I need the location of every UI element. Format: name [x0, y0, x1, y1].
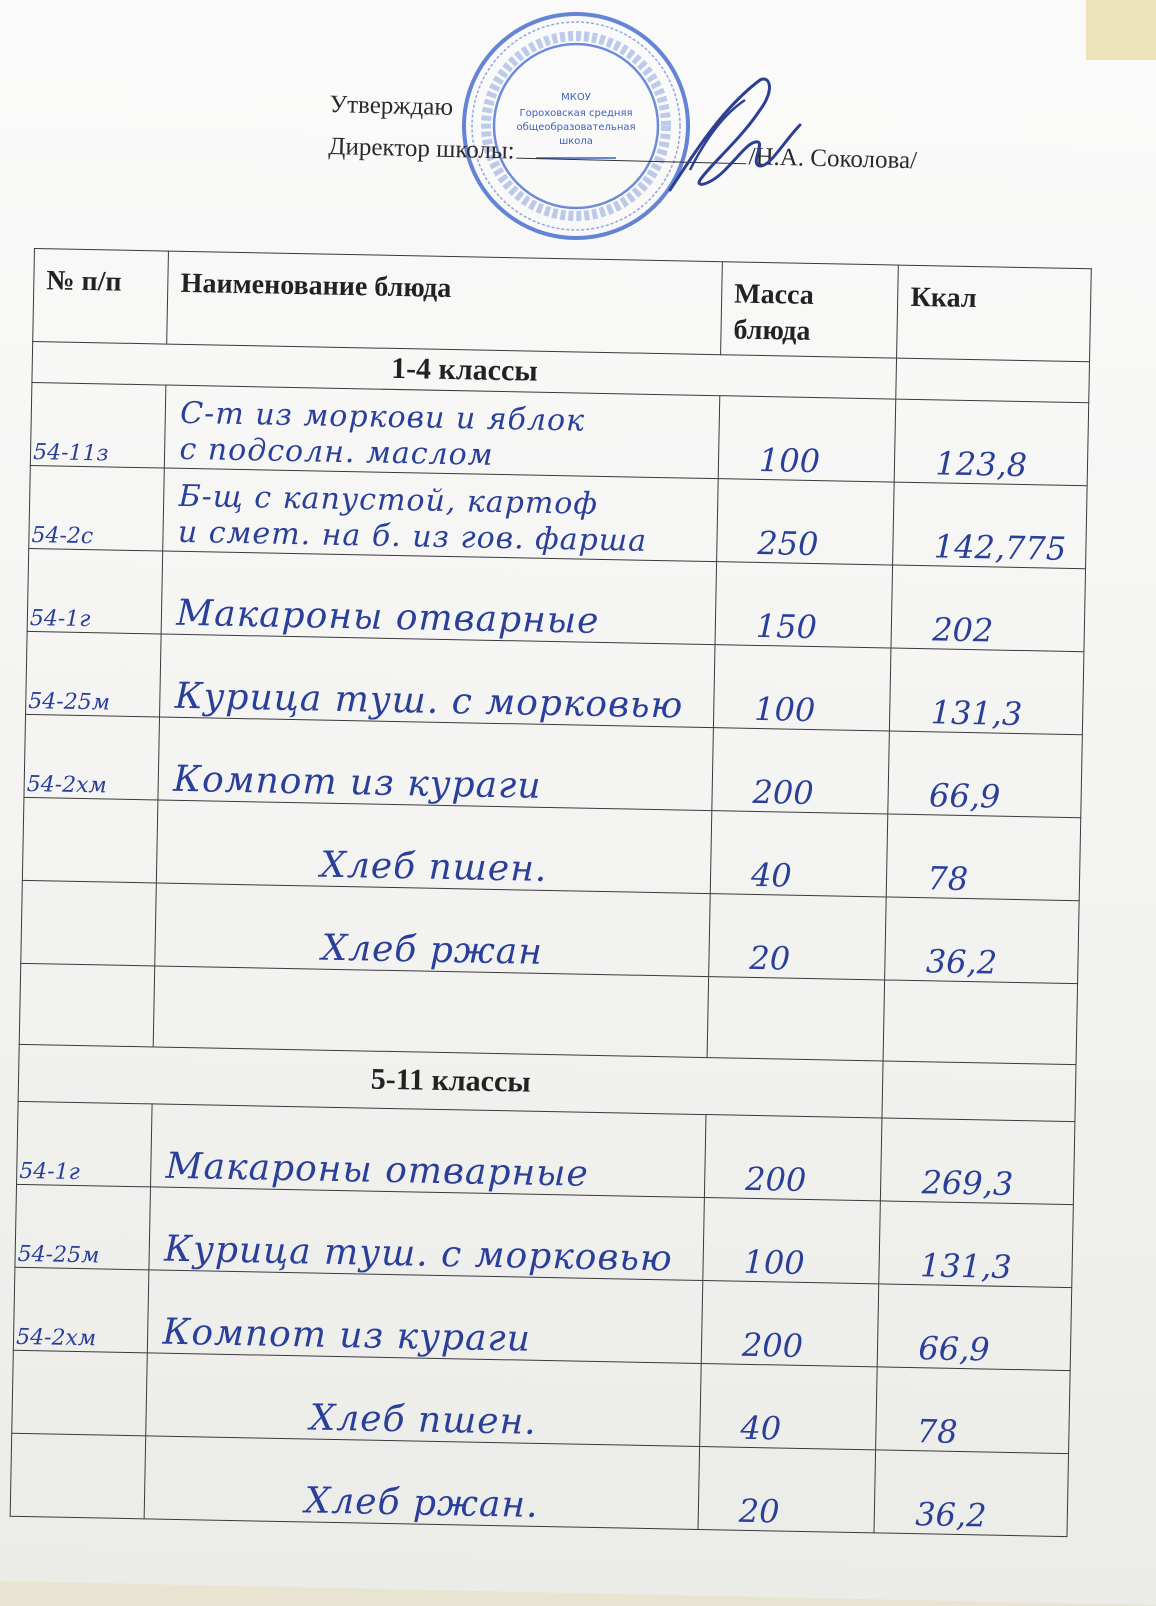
col-kcal: Ккал — [897, 265, 1091, 362]
approve-label: Утверждаю — [329, 90, 454, 122]
stamp-abbr: МКОУ — [561, 92, 591, 103]
stamp-name-2: общеобразовательная — [516, 122, 636, 133]
dish-kcal: 78 — [916, 1412, 958, 1451]
dish-mass: 20 — [738, 1491, 780, 1531]
dish-name: Хлеб пшен. — [309, 1397, 538, 1443]
dish-code: 54-11з — [32, 440, 109, 467]
dish-kcal: 131,3 — [919, 1246, 1013, 1286]
stamp-name-3: школа — [559, 136, 593, 147]
stamp-name-1: Гороховская средняя — [519, 108, 633, 119]
dish-name-line2: и смет. на б. из гов. фарша — [177, 514, 648, 559]
dish-kcal: 66,9 — [928, 776, 1001, 816]
dish-kcal: 78 — [927, 859, 969, 899]
dish-mass: 250 — [757, 523, 819, 564]
dish-kcal: 36,2 — [925, 942, 998, 982]
col-mass: Масса блюда — [721, 262, 899, 358]
dish-kcal: 269,3 — [921, 1163, 1014, 1203]
dish-mass: 100 — [758, 440, 821, 481]
dish-mass: 40 — [750, 855, 793, 895]
dish-name-line1: С-т из моркови и яблок — [179, 395, 586, 439]
dish-name: Компот из кураги — [172, 758, 542, 807]
dish-code: 54-2с — [31, 523, 94, 550]
background-paper — [1086, 0, 1156, 60]
dish-name: Хлеб ржан. — [304, 1480, 539, 1526]
dish-kcal: 202 — [931, 610, 994, 650]
dish-kcal: 66,9 — [918, 1329, 991, 1369]
dish-code: 54-25м — [28, 688, 111, 716]
dish-code: 54-25м — [17, 1241, 100, 1269]
dish-mass: 200 — [744, 1159, 807, 1199]
col-dish-name: Наименование блюда — [167, 251, 722, 355]
dish-name: Хлеб пшен. — [319, 844, 548, 890]
dish-kcal: 142,775 — [933, 527, 1067, 568]
dish-mass: 200 — [741, 1325, 804, 1365]
dish-name: Курица туш. с морковью — [174, 675, 684, 727]
director-label: Директор школы: — [328, 132, 515, 165]
dish-name: Компот из кураги — [162, 1311, 532, 1360]
approval-block — [328, 84, 919, 182]
dish-mass: 100 — [743, 1242, 806, 1282]
dish-mass: 150 — [755, 606, 818, 647]
dish-kcal: 36,2 — [914, 1495, 987, 1535]
dish-code: 54-2хм — [26, 771, 108, 799]
dish-name-line2: с подсолн. маслом — [179, 431, 494, 473]
dish-name: Хлеб ржан — [321, 927, 544, 973]
dish-code: 54-2хм — [15, 1324, 97, 1352]
col-number: № п/п — [33, 249, 169, 345]
dish-name-line1: Б-щ с капустой, картоф — [178, 478, 599, 522]
section-title: 1-4 классы — [32, 341, 897, 399]
dish-mass: 40 — [740, 1408, 782, 1448]
dish-mass: 20 — [749, 938, 791, 978]
dish-code: 54-1г — [19, 1158, 81, 1186]
dish-code: 54-1г — [29, 605, 91, 633]
dish-name: Курица туш. с морковью — [163, 1228, 674, 1280]
section-title: 5-11 классы — [18, 1044, 883, 1118]
dish-mass: 100 — [753, 689, 816, 730]
dish-kcal: 131,3 — [930, 693, 1023, 734]
dish-name: Макароны отварные — [175, 592, 600, 642]
menu-table — [10, 248, 1092, 1537]
dish-mass: 200 — [752, 772, 815, 813]
dish-kcal: 123,8 — [935, 444, 1028, 485]
signature-scribble — [650, 70, 810, 200]
director-name: /Н.А. Соколова/ — [748, 143, 918, 175]
dish-name: Макароны отварные — [165, 1145, 590, 1195]
